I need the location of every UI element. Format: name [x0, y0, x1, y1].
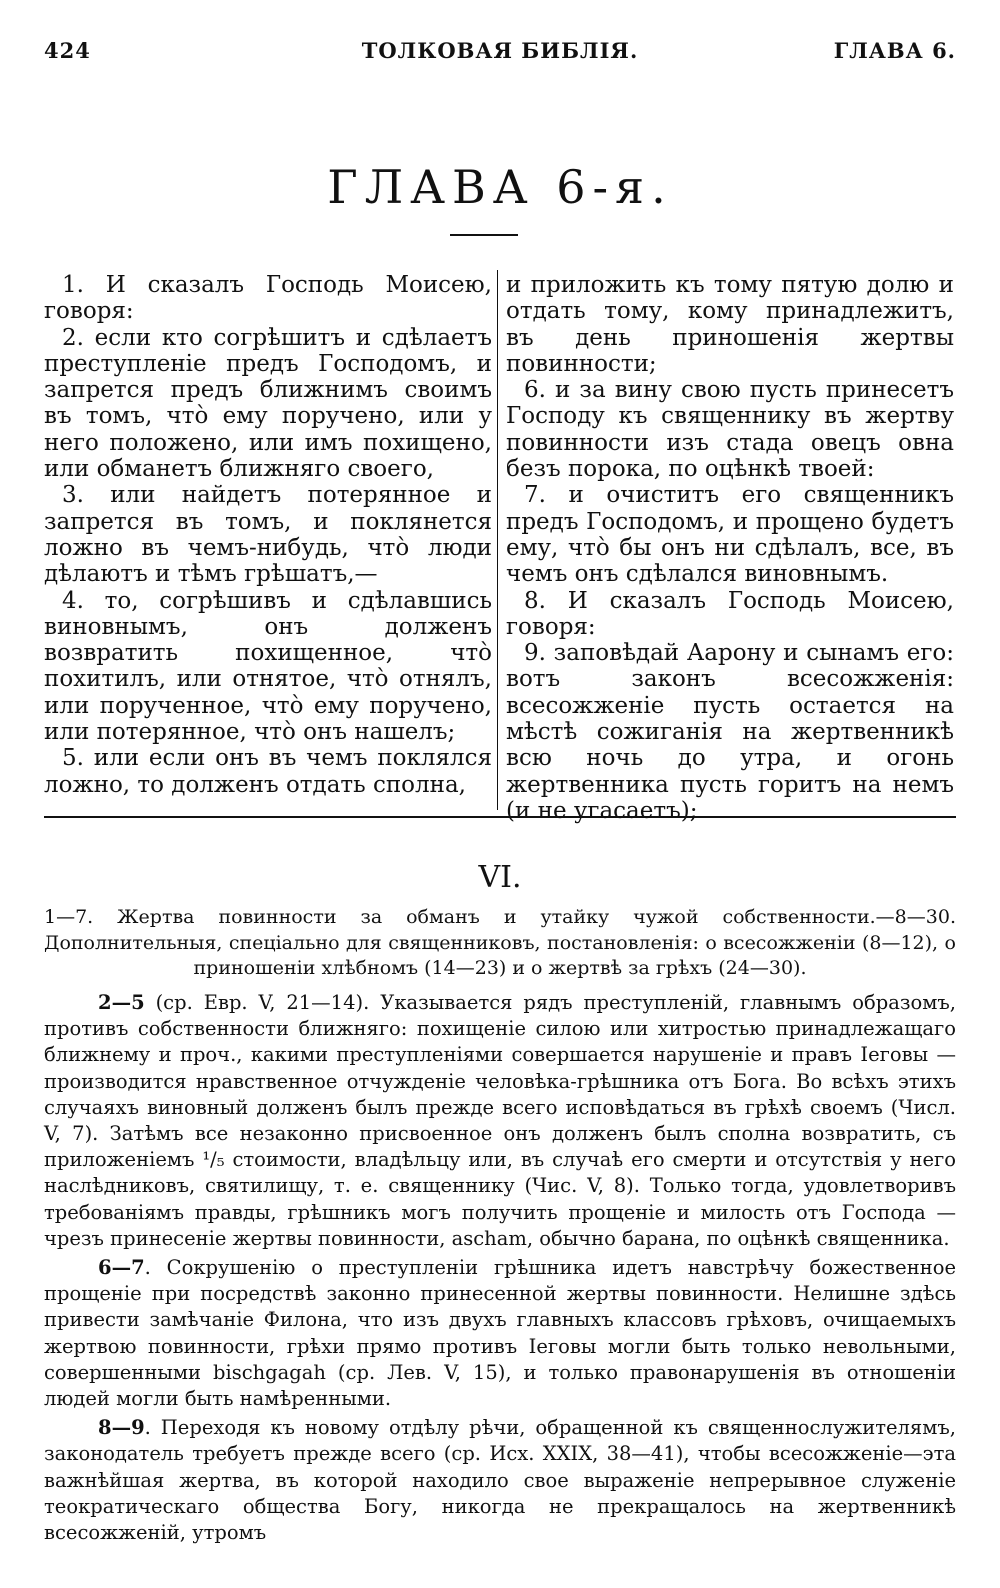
- commentary-paragraph: [44, 1255, 956, 1412]
- section-summary: 1—7. Жертва повинности за обманъ и утайку чужой собственности.—8—30. Дополнительныя, спеціально для священниковъ, постановленія: о всесожженіи (8—12), о приношеніи хлѣбномъ (14—23) и о жертвѣ за грѣхъ (24—30).: [44, 906, 956, 979]
- commentary-paragraph: [44, 1415, 956, 1546]
- scripture-right-column: [506, 272, 954, 824]
- scripture-bottom-rule: [44, 816, 956, 818]
- chapter-reference: ГЛАВА 6.: [833, 38, 956, 63]
- verse-range: 8—9: [98, 1416, 145, 1440]
- column-divider: [497, 270, 498, 810]
- commentary-paragraph: [44, 990, 956, 1252]
- verse-5-continued: и приложить къ тому пятую долю и отдать тому, кому принадлежитъ, въ день приношенія жертвы повинности;: [506, 272, 954, 377]
- scripture-left-column: [44, 272, 492, 798]
- page-number: 424: [44, 38, 91, 63]
- running-title: ТОЛКОВАЯ БИБЛІЯ.: [361, 38, 639, 63]
- verse-6: 6. и за вину свою пусть принесетъ Господу къ священнику въ жертву повинности изъ стада овецъ овна безъ порока, по оцѣнкѣ твоей:: [506, 377, 954, 483]
- commentary: [44, 990, 956, 1549]
- commentary-text: . Переходя къ новому отдѣлу рѣчи, обращенной къ священнослужителямъ, законодатель требуетъ прежде всего (ср. Исх. XXIX, 38—41), чтобы всесожженіе—эта важнѣйшая жертва, въ которой находило свое выраженіе непрерывное служеніе теократическаго общества Богу, никогда не прекращалось на жертвенникѣ всесожженій, утромъ: [44, 1416, 956, 1545]
- verse-5: 5. или если онъ въ чемъ поклялся ложно, то долженъ отдать сполна,: [44, 745, 492, 798]
- section-numeral: VI.: [478, 860, 522, 895]
- chapter-title: ГЛАВА 6-я.: [327, 160, 673, 214]
- title-rule: [450, 234, 518, 236]
- verse-8: 8. И сказалъ Господь Моисею, говоря:: [506, 587, 954, 640]
- verse-range: 2—5: [98, 991, 145, 1014]
- verse-1: 1. И сказалъ Господь Моисею, говоря:: [44, 272, 492, 325]
- page-header: [44, 38, 956, 68]
- verse-9: 9. заповѣдай Аарону и сынамъ его: вотъ законъ всесожженія: всесожженіе пусть остается на мѣстѣ сожиганія на жертвенникѣ всю ночь до утра, и огонь жертвенника пусть горитъ на немъ (и не угасаетъ);: [506, 640, 954, 824]
- commentary-text: (ср. Евр. V, 21—14). Указывается рядъ преступленій, главнымъ образомъ, противъ собственности ближняго: похищеніе силою или хитростью принадлежащаго ближнему и проч., какими преступленіями совершается нарушеніе и правъ Іеговы — производится нравственное отчужденіе человѣка-грѣшника отъ Бога. Во всѣхъ этихъ случаяхъ виновный долженъ былъ прежде всего исповѣдаться въ грѣхѣ своемъ (Числ. V, 7). Затѣмъ все незаконно присвоенное онъ долженъ былъ сполна возвратить, съ приложеніемъ ¹/₅ стоимости, владѣльцу или, въ случаѣ его смерти и отсутствія у него наслѣдниковъ, святилищу, т. е. священнику (Чис. V, 8). Только тогда, удовлетворивъ требованіямъ правды, грѣшникъ могъ получить прощеніе и милость отъ Господа — чрезъ принесеніе жертвы повинности, ascham, обычно барана, по оцѣнкѣ священника.: [44, 991, 956, 1250]
- verse-3: 3. или найдетъ потерянное и запрется въ томъ, и поклянется ложно въ чемъ-нибудь, что̀ люди дѣлаютъ и тѣмъ грѣшатъ,—: [44, 482, 492, 588]
- commentary-text: . Сокрушенію о преступленіи грѣшника идетъ навстрѣчу божественное прощеніе при посредствѣ законно принесенной жертвы повинности. Нелишне здѣсь привести замѣчаніе Филона, что изъ двухъ главныхъ классовъ грѣховъ, очищаемыхъ жертвою повинности, грѣхи прямо противъ Іеговы могли быть только невольными, совершенными bischgagah (ср. Лев. V, 15), и только правонарушенія въ отношеніи людей могли быть намѣренными.: [44, 1256, 956, 1411]
- verse-4: 4. то, согрѣшивъ и сдѣлавшись виновнымъ, онъ долженъ возвратить похищенное, что̀ похитилъ, или отнятое, что̀ отнялъ, или порученное, что̀ ему поручено, или потерянное, что̀ онъ нашелъ;: [44, 587, 492, 746]
- verse-7: 7. и очиститъ его священникъ предъ Господомъ, и прощено будетъ ему, что̀ бы онъ ни сдѣлалъ, все, въ чемъ онъ сдѣлался виновнымъ.: [506, 482, 954, 588]
- verse-2: 2. если кто согрѣшитъ и сдѣлаетъ преступленіе предъ Господомъ, и запрется предъ ближнимъ своимъ въ томъ, что̀ ему поручено, или у него положено, или имъ похищено, или обманетъ ближняго своего,: [44, 324, 492, 483]
- verse-range: 6—7: [98, 1256, 145, 1280]
